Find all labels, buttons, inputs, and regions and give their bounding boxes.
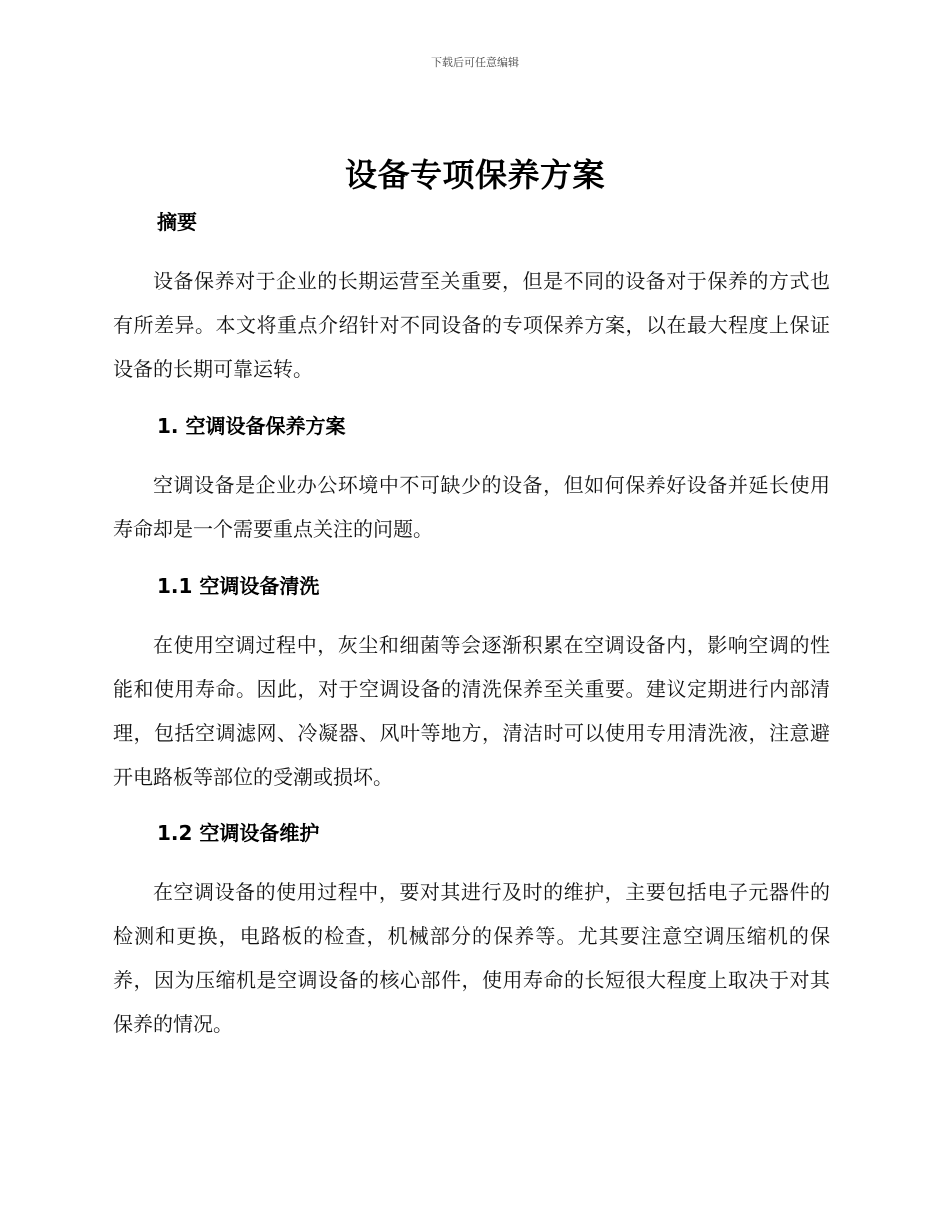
section-heading-1-1: 1.1 空调设备清洗 [157,574,320,598]
section-1-heading-block [113,411,830,441]
abstract-paragraph-block [113,259,830,391]
document-title: 设备专项保养方案 [344,156,605,194]
paragraph-abstract: 设备保养对于企业的长期运营至关重要，但是不同的设备对于保养的方式也有所差异。本文将重点介绍针对不同设备的专项保养方案，以在最大程度上保证设备的长期可靠运转。 [113,269,830,381]
section-1-1-paragraph-block [113,623,830,799]
section-heading-1-2: 1.2 空调设备维护 [157,821,320,845]
section-heading-abstract: 摘要 [157,210,197,234]
abstract-heading-block [113,207,830,237]
paragraph-section-1-1: 在使用空调过程中，灰尘和细菌等会逐渐积累在空调设备内，影响空调的性能和使用寿命。因此，对于空调设备的清洗保养至关重要。建议定期进行内部清理，包括空调滤网、冷凝器、风叶等地方，清洁时可以使用专用清洗液，注意避开电路板等部位的受潮或损坏。 [113,633,830,789]
section-1-paragraph-block [113,463,830,551]
page-header-note: 下载后可任意编辑 [431,56,519,69]
section-1-1-heading-block [113,571,830,601]
section-1-2-paragraph-block [113,870,830,1046]
paragraph-section-1-2: 在空调设备的使用过程中，要对其进行及时的维护，主要包括电子元器件的检测和更换，电路板的检查，机械部分的保养等。尤其要注意空调压缩机的保养，因为压缩机是空调设备的核心部件，使用寿命的长短很大程度上取决于对其保养的情况。 [113,880,830,1036]
paragraph-section-1: 空调设备是企业办公环境中不可缺少的设备，但如何保养好设备并延长使用寿命却是一个需要重点关注的问题。 [113,473,830,541]
section-1-2-heading-block [113,818,830,848]
section-heading-1: 1. 空调设备保养方案 [157,414,346,438]
